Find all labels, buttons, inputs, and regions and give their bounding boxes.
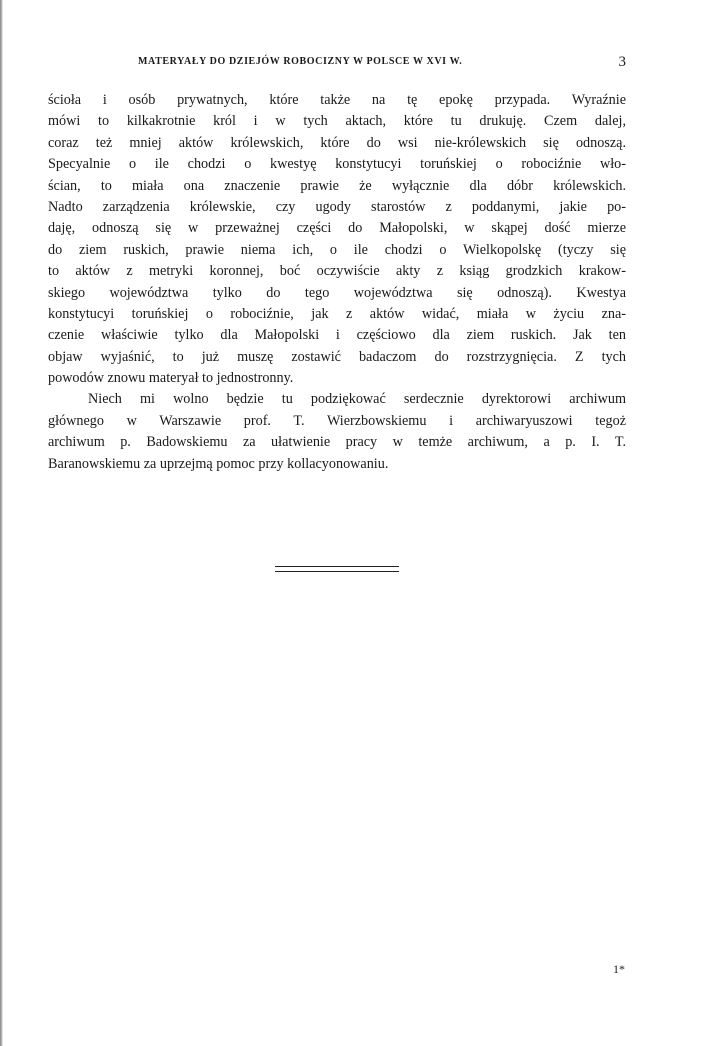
- text-line: Nadto zarządzenia królewskie, czy ugody starostów z poddanymi, jakie po-: [48, 198, 626, 215]
- page-binding-edge: [0, 0, 3, 1046]
- text-line: coraz też mniej aktów królewskich, które do wsi nie-królewskich się odnoszą.: [48, 134, 626, 151]
- text-line: objaw wyjaśnić, to już muszę zostawić badaczom do rozstrzygnięcia. Z tych: [48, 348, 626, 365]
- text-line: czenie właściwie tylko dla Małopolski i częściowo dla ziem ruskich. Jak ten: [48, 327, 626, 344]
- text-line: do ziem ruskich, prawie niema ich, o ile chodzi o Wielkopolskę (tyczy się: [48, 241, 626, 258]
- paragraph-2: [48, 389, 626, 475]
- paragraph-1: [48, 90, 626, 389]
- section-divider: [275, 566, 399, 573]
- text-line: to aktów z metryki koronnej, boć oczywiście akty z ksiąg grodzkich krakow-: [48, 263, 626, 280]
- text-line: Specyalnie o ile chodzi o kwestyę konstytucyi toruńskiej o robociźnie wło-: [48, 156, 626, 173]
- signature-mark: 1*: [613, 962, 625, 976]
- divider-rule-bottom: [275, 571, 399, 572]
- body-text: [48, 90, 626, 475]
- text-line: mówi to kilkakrotnie król i w tych aktach, które tu drukuję. Czem dalej,: [48, 113, 626, 130]
- text-line: konstytucyi toruńskiej o robociźnie, jak z aktów widać, miała w życiu zna-: [48, 305, 626, 322]
- running-title: MATERYAŁY DO DZIEJÓW ROBOCIZNY W POLSCE W XVI W.: [138, 56, 463, 67]
- text-line: ścian, to miała ona znaczenie prawie że wyłącznie dla dóbr królewskich.: [48, 177, 626, 194]
- text-line: głównego w Warszawie prof. T. Wierzbowskiemu i archiwaryuszowi tegoż: [48, 412, 626, 429]
- running-head: [48, 54, 626, 74]
- text-line: ścioła i osób prywatnych, które także na tę epokę przypada. Wyraźnie: [48, 92, 626, 108]
- text-line: daję, odnoszą się w przeważnej części do Małopolski, w skąpej dość mierze: [48, 220, 626, 237]
- text-line: Baranowskiemu za uprzejmą pomoc przy kollacyonowaniu.: [48, 455, 389, 472]
- text-line: archiwum p. Badowskiemu za ułatwienie pracy w temże archiwum, a p. I. T.: [48, 434, 626, 451]
- divider-rule-top: [275, 566, 399, 567]
- text-line: skiego województwa tylko do tego województwa się odnoszą). Kwestya: [48, 284, 626, 301]
- page-number: 3: [618, 54, 626, 70]
- text-line: powodów znowu materyał to jednostronny.: [48, 370, 294, 387]
- text-line: Niech mi wolno będzie tu podziękować serdecznie dyrektorowi archiwum: [88, 391, 626, 408]
